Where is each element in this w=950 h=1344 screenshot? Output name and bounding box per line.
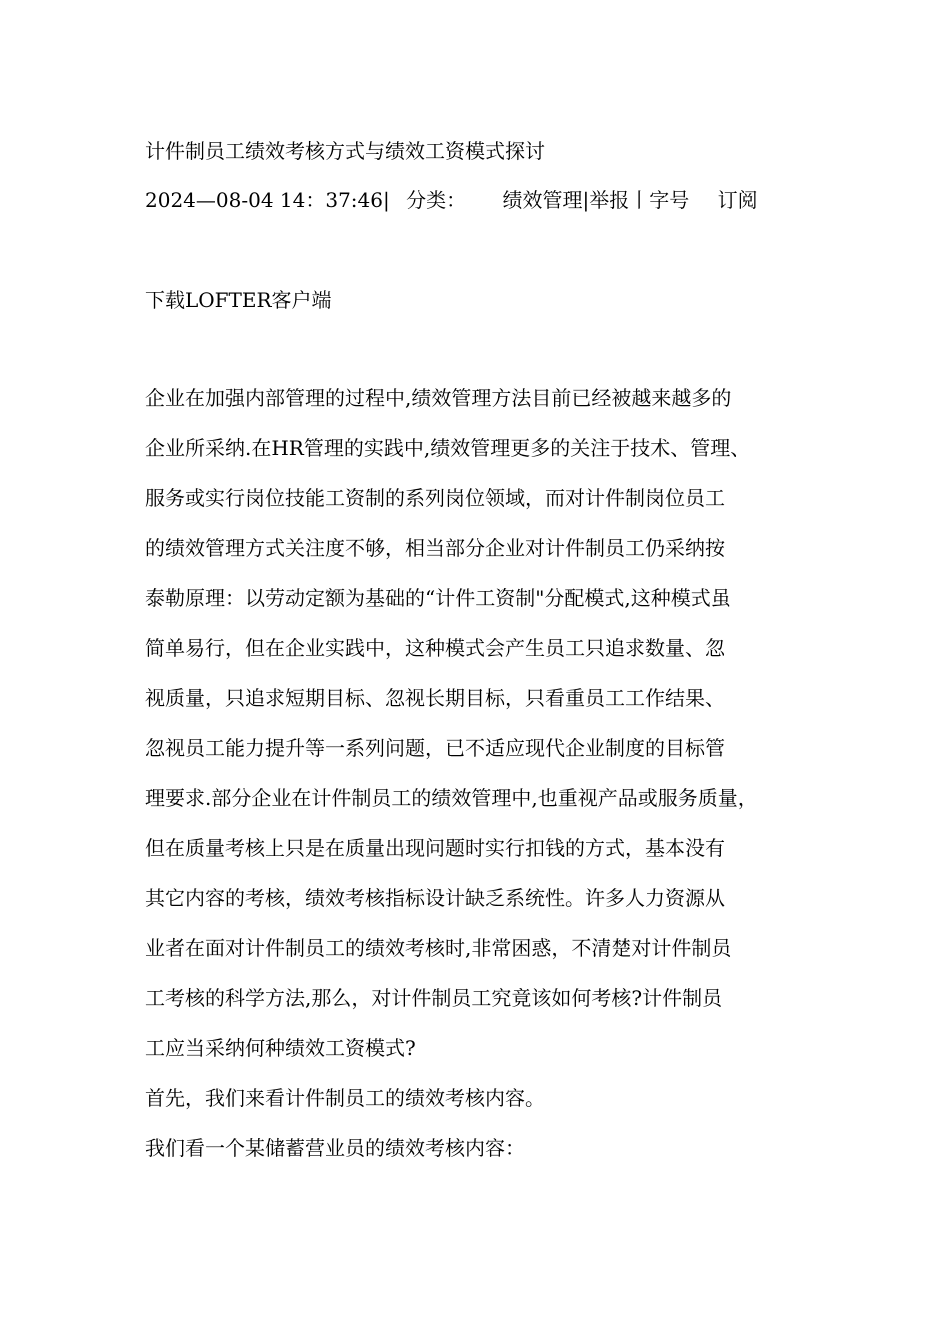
body-line: 但在质量考核上只是在质量出现问题时实行扣钱的方式，基本没有: [145, 836, 725, 860]
publish-datetime: 2024—08-04 14：37:46|: [145, 188, 390, 212]
body-line: 理要求.部分企业在计件制员工的绩效管理中,也重视产品或服务质量，: [145, 786, 758, 810]
body-line: 工应当采纳何种绩效工资模式?: [145, 1036, 416, 1060]
article-meta: [145, 186, 758, 214]
category-label: 分类：: [406, 188, 467, 212]
body-line: 其它内容的考核，绩效考核指标设计缺乏系统性。许多人力资源从: [145, 886, 725, 910]
body-paragraph: [145, 384, 835, 1084]
paragraph-first: 首先，我们来看计件制员工的绩效考核内容。: [145, 1086, 545, 1110]
body-line: 泰勒原理：以劳动定额为基础的“计件工资制"分配模式,这种模式虽: [145, 586, 731, 610]
body-line: 视质量，只追求短期目标、忽视长期目标，只看重员工工作结果、: [145, 686, 725, 710]
body-line: 的绩效管理方式关注度不够，相当部分企业对计件制员工仍采纳按: [145, 536, 725, 560]
download-lofter-link[interactable]: 下载LOFTER客户端: [145, 288, 332, 312]
body-line: 企业所采纳.在HR管理的实践中,绩效管理更多的关注于技术、管理、: [145, 436, 751, 460]
body-line: 服务或实行岗位技能工资制的系列岗位领域，而对计件制岗位员工: [145, 486, 725, 510]
body-line: 企业在加强内部管理的过程中,绩效管理方法目前已经被越来越多的: [145, 386, 732, 410]
paragraph-example: 我们看一个某储蓄营业员的绩效考核内容：: [145, 1136, 525, 1160]
subscribe-link[interactable]: 订阅: [717, 188, 758, 212]
body-line: 忽视员工能力提升等一系列问题，已不适应现代企业制度的目标管: [145, 736, 725, 760]
body-line: 业者在面对计件制员工的绩效考核时,非常困惑，不清楚对计件制员: [145, 936, 732, 960]
category-value[interactable]: 绩效管理|举报丨字号: [502, 188, 690, 212]
body-line: 工考核的科学方法,那么，对计件制员工究竟该如何考核?计件制员: [145, 986, 723, 1010]
document-title: 计件制员工绩效考核方式与绩效工资模式探讨: [145, 139, 545, 163]
body-line: 简单易行，但在企业实践中，这种模式会产生员工只追求数量、忽: [145, 636, 725, 660]
